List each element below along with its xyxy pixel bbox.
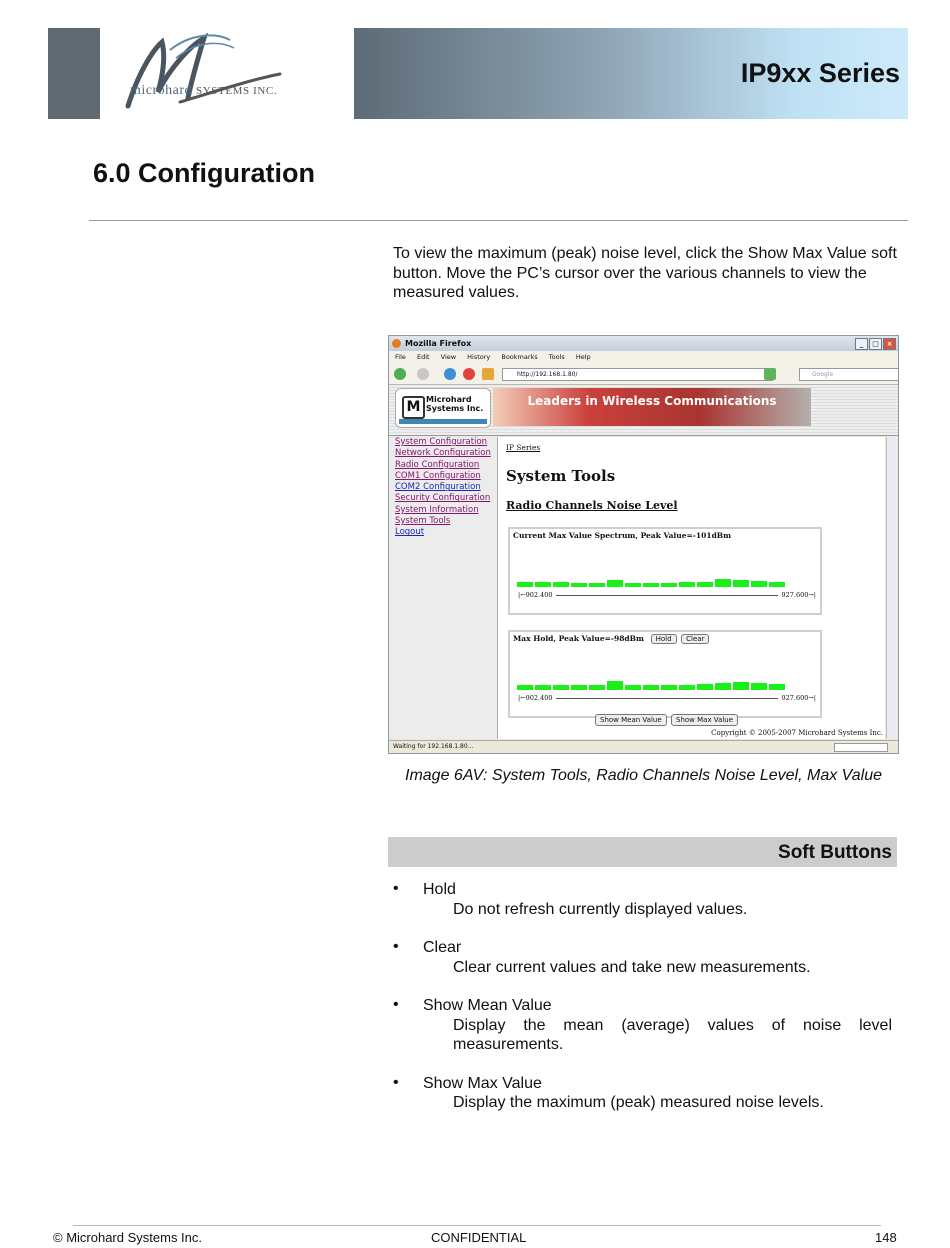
spectrum-bar[interactable] bbox=[553, 685, 569, 690]
copyright-text: Copyright © 2005-2007 Microhard Systems Inc. bbox=[711, 729, 883, 737]
sidebar-item-system-information[interactable]: System Information bbox=[395, 504, 479, 515]
list-item bbox=[393, 880, 892, 919]
header-left-block bbox=[48, 28, 100, 119]
maximize-icon[interactable]: □ bbox=[869, 338, 882, 350]
sidebar-item-logout[interactable]: Logout bbox=[395, 527, 425, 538]
intro-paragraph: To view the maximum (peak) noise level, click the Show Max Value soft button. Move the PC’s cursor over the various channels to view the measured values. bbox=[393, 245, 897, 301]
spectrum-bar[interactable] bbox=[661, 583, 677, 587]
status-bar bbox=[389, 740, 899, 753]
item-name: Clear bbox=[423, 939, 462, 956]
figure-caption: Image 6AV: System Tools, Radio Channels Noise Level, Max Value bbox=[405, 767, 882, 784]
axis-end-label: 927.600→| bbox=[778, 694, 816, 702]
spectrum-bar[interactable] bbox=[535, 582, 551, 587]
show-mean-button[interactable]: Show Mean Value bbox=[595, 714, 667, 726]
sidebar-item-com2-configuration[interactable]: COM2 Configuration bbox=[395, 482, 481, 493]
sidebar-item-network-configuration[interactable]: Network Configuration bbox=[395, 448, 491, 459]
spectrum-bar[interactable] bbox=[571, 685, 587, 690]
axis-line bbox=[518, 595, 816, 596]
panel-title-text: Max Hold, Peak Value=-98dBm bbox=[513, 634, 644, 643]
minimize-icon[interactable]: _ bbox=[855, 338, 868, 350]
spectrum-bar[interactable] bbox=[751, 683, 767, 690]
bullet-icon: • bbox=[393, 938, 399, 955]
sidebar-item-system-configuration[interactable]: System Configuration bbox=[395, 437, 488, 447]
panel-title bbox=[513, 634, 709, 644]
item-description: Display the mean (average) values of noise level measurements. bbox=[453, 1016, 892, 1053]
spectrum-bar[interactable] bbox=[715, 579, 731, 587]
list-item bbox=[393, 996, 892, 1055]
search-input[interactable]: Google bbox=[799, 368, 899, 381]
home-icon[interactable] bbox=[482, 368, 494, 380]
logo-text: microhard SYSTEMS INC. bbox=[130, 83, 278, 98]
vertical-scrollbar[interactable] bbox=[886, 437, 897, 739]
company-name: Microhard Systems Inc. bbox=[426, 395, 484, 413]
breadcrumb[interactable]: IP Series bbox=[506, 443, 541, 452]
frequency-axis bbox=[518, 591, 816, 599]
status-text: Waiting for 192.168.1.80... bbox=[393, 743, 474, 750]
item-name: Show Mean Value bbox=[423, 997, 552, 1014]
footer-rule bbox=[73, 1225, 881, 1226]
menu-file[interactable]: File bbox=[395, 353, 406, 361]
close-icon[interactable]: × bbox=[883, 338, 896, 350]
site-banner: Leaders in Wireless Communications bbox=[493, 388, 811, 426]
series-title: IP9xx Series bbox=[740, 58, 900, 88]
spectrum-bar[interactable] bbox=[643, 583, 659, 587]
progress-bar bbox=[834, 743, 888, 752]
axis-end-label: 927.600→| bbox=[778, 591, 816, 599]
current-max-panel bbox=[508, 527, 822, 615]
page-header bbox=[48, 28, 908, 119]
window-titlebar bbox=[389, 336, 898, 351]
navigation-toolbar bbox=[389, 364, 898, 385]
section-heading: 6.0 Configuration bbox=[93, 158, 315, 188]
spectrum-bar[interactable] bbox=[517, 582, 533, 587]
menu-bookmarks[interactable]: Bookmarks bbox=[501, 353, 538, 361]
show-max-button[interactable]: Show Max Value bbox=[671, 714, 738, 726]
bullet-icon: • bbox=[393, 880, 399, 897]
spectrum-bar[interactable] bbox=[571, 583, 587, 587]
axis-start-label: |←902.400 bbox=[518, 694, 556, 702]
company-logo bbox=[100, 28, 354, 119]
spectrum-bar[interactable] bbox=[625, 583, 641, 587]
stop-icon[interactable] bbox=[463, 368, 475, 380]
heading-rule bbox=[89, 220, 908, 221]
microhard-logo bbox=[395, 388, 491, 428]
site-header bbox=[389, 385, 898, 436]
spectrum-bar[interactable] bbox=[769, 582, 785, 587]
page-title: System Tools bbox=[506, 467, 616, 485]
spectrum-bar[interactable] bbox=[697, 684, 713, 690]
axis-start-label: |←902.400 bbox=[518, 591, 556, 599]
clear-button[interactable]: Clear bbox=[681, 634, 709, 644]
firefox-icon bbox=[392, 339, 401, 348]
logo-swoosh-icon bbox=[100, 28, 354, 119]
browser-screenshot bbox=[388, 335, 899, 754]
hold-button[interactable]: Hold bbox=[651, 634, 677, 644]
item-description: Display the maximum (peak) measured noise levels. bbox=[453, 1094, 824, 1111]
soft-buttons-heading bbox=[388, 837, 897, 867]
bullet-icon: • bbox=[393, 1073, 399, 1091]
sidebar-item-system-tools[interactable]: System Tools bbox=[395, 516, 451, 527]
bullet-icon: • bbox=[393, 996, 399, 1013]
spectrum-bar[interactable] bbox=[715, 683, 731, 690]
axis-line bbox=[518, 698, 816, 699]
item-description: Do not refresh currently displayed values. bbox=[453, 900, 748, 918]
back-icon[interactable] bbox=[394, 368, 406, 380]
main-content bbox=[498, 437, 885, 739]
m-logo-icon: M bbox=[402, 396, 425, 419]
sidebar-item-com1-configuration[interactable]: COM1 Configuration bbox=[395, 470, 481, 481]
spectrum-bar[interactable] bbox=[625, 685, 641, 690]
menu-tools[interactable]: Tools bbox=[548, 353, 565, 361]
list-item bbox=[393, 1074, 892, 1113]
soft-buttons-list bbox=[393, 880, 892, 1132]
spectrum-bar[interactable] bbox=[535, 685, 551, 690]
spectrum-bars bbox=[517, 681, 785, 690]
spectrum-bar[interactable] bbox=[589, 583, 605, 587]
section-title: Radio Channels Noise Level bbox=[506, 499, 678, 512]
panel-title: Current Max Value Spectrum, Peak Value=-101dBm bbox=[513, 531, 732, 540]
reload-icon[interactable] bbox=[444, 368, 456, 380]
max-hold-panel bbox=[508, 630, 822, 718]
go-icon[interactable] bbox=[764, 368, 776, 380]
window-controls bbox=[855, 338, 896, 350]
spectrum-bar[interactable] bbox=[553, 582, 569, 587]
sidebar-item-security-configuration[interactable]: Security Configuration bbox=[395, 493, 491, 504]
frequency-axis bbox=[518, 694, 816, 702]
sidebar-item-radio-configuration[interactable]: Radio Configuration bbox=[395, 459, 480, 470]
menu-edit[interactable]: Edit bbox=[416, 353, 430, 361]
menu-history[interactable]: History bbox=[467, 353, 491, 361]
menu-view[interactable]: View bbox=[440, 353, 457, 361]
item-description: Clear current values and take new measurements. bbox=[453, 958, 811, 976]
spectrum-bar[interactable] bbox=[589, 685, 605, 690]
window-title: Mozilla Firefox bbox=[405, 339, 472, 348]
list-item bbox=[393, 938, 892, 977]
header-gradient bbox=[354, 28, 908, 119]
spectrum-bar[interactable] bbox=[517, 685, 533, 690]
menu-help[interactable]: Help bbox=[575, 353, 591, 361]
footer-copyright: © Microhard Systems Inc. bbox=[53, 1230, 203, 1245]
spectrum-bar[interactable] bbox=[733, 682, 749, 690]
menu-bar bbox=[389, 351, 898, 364]
item-name: Show Max Value bbox=[423, 1074, 542, 1092]
spectrum-bar[interactable] bbox=[697, 582, 713, 587]
item-name: Hold bbox=[423, 881, 456, 898]
spectrum-bar[interactable] bbox=[679, 685, 695, 690]
spectrum-bar[interactable] bbox=[607, 580, 623, 587]
spectrum-bar[interactable] bbox=[643, 685, 659, 690]
logo-stripe bbox=[399, 419, 487, 424]
footer-confidential: CONFIDENTIAL bbox=[431, 1230, 527, 1245]
spectrum-bar[interactable] bbox=[769, 684, 785, 690]
spectrum-bar[interactable] bbox=[733, 580, 749, 587]
spectrum-bar[interactable] bbox=[679, 582, 695, 587]
sidebar-nav bbox=[389, 437, 498, 739]
spectrum-bar[interactable] bbox=[661, 685, 677, 690]
forward-icon[interactable] bbox=[417, 368, 429, 380]
page-number: 148 bbox=[875, 1230, 897, 1245]
spectrum-bar[interactable] bbox=[607, 681, 623, 690]
spectrum-bars bbox=[517, 579, 785, 587]
url-bar[interactable]: http://192.168.1.80/ bbox=[502, 368, 773, 381]
soft-buttons-title: Soft Buttons bbox=[778, 842, 892, 863]
spectrum-bar[interactable] bbox=[751, 581, 767, 587]
